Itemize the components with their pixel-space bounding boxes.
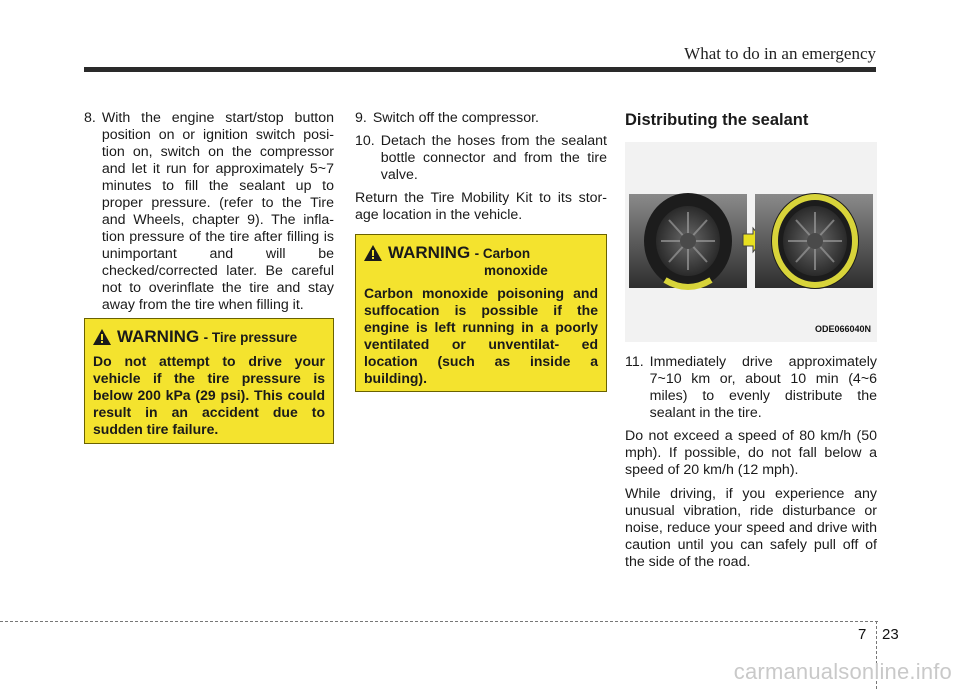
warning-co-title: WARNING bbox=[388, 243, 471, 262]
header-title: What to do in an emergency bbox=[684, 44, 876, 63]
step-9-text: Switch off the compressor. bbox=[372, 110, 539, 126]
warning-triangle-icon bbox=[364, 245, 382, 261]
step-10 bbox=[355, 133, 607, 184]
column-middle bbox=[355, 110, 607, 231]
step-11-number: 11. bbox=[625, 354, 644, 370]
warning-tire-title: WARNING bbox=[117, 327, 200, 346]
warning-tire-body: Do not attempt to drive your vehicle if the tire pressure is below 200 kPa (29 psi). This could result in an accident due to sudden tire failure. bbox=[93, 353, 325, 437]
header-rule bbox=[84, 67, 876, 72]
step-11-text: Immediately drive approximately 7~10 km or, about 10 min (4~6 miles) to evenly distribute the sealant in the tire. bbox=[649, 354, 877, 421]
column-right bbox=[625, 110, 877, 578]
warning-tire-title-row bbox=[93, 327, 325, 347]
speed-limit-text: Do not exceed a speed of 80 km/h (50 mph). If possible, do not fall below a speed of 20 km/h (12 mph). bbox=[625, 428, 877, 478]
step-8 bbox=[84, 110, 334, 314]
step-10-text: Detach the hoses from the sealant bottle connector and from the tire valve. bbox=[380, 133, 607, 183]
step-9-number: 9. bbox=[355, 110, 367, 126]
warning-triangle-icon bbox=[93, 329, 111, 345]
footer-rule bbox=[0, 621, 878, 622]
warning-co-subtitle-1: - Carbon bbox=[474, 246, 531, 261]
tire-illustration bbox=[625, 142, 877, 342]
step-10-number: 10. bbox=[355, 133, 375, 149]
warning-tire-subtitle: - Tire pressure bbox=[203, 330, 298, 345]
watermark: carmanualsonline.info bbox=[733, 659, 952, 684]
step-8-text: With the engine start/stop button position on or ignition switch posi- tion on, switch on the compressor and let it run for approximately 5~7 minutes to fill the sealant up to proper pressure. (refer to the Tire and Wheels, chapter 9). The infla- tion pressure of the tire after filling is unimportant and will be checked/corrected later. Be careful not to overinflate the tire and stay away from the tire when filling it. bbox=[101, 110, 334, 313]
warning-carbon-monoxide bbox=[355, 234, 607, 392]
warning-tire-pressure bbox=[84, 318, 334, 444]
step-9 bbox=[355, 110, 607, 127]
warning-co-subtitle-2: monoxide bbox=[484, 263, 548, 278]
return-kit-text: Return the Tire Mobility Kit to its stor- age location in the vehicle. bbox=[355, 190, 607, 223]
warning-co-body: Carbon monoxide poisoning and suffocation is possible if the engine is left running in a poorly ventilated or unventilat- ed location (such as inside a building). bbox=[364, 285, 598, 386]
figure-code: ODE066040N bbox=[814, 324, 871, 334]
warning-co-title-row bbox=[364, 243, 598, 279]
step-11 bbox=[625, 354, 877, 422]
section-title: Distributing the sealant bbox=[625, 111, 809, 129]
step-8-number: 8. bbox=[84, 110, 96, 126]
page-number: 23 bbox=[882, 626, 899, 643]
vibration-text: While driving, if you experience any unusual vibration, ride disturbance or noise, reduce your speed and drive with caution until you can safely pull off of the side of the road. bbox=[625, 486, 877, 570]
sealant-distribution-figure bbox=[625, 142, 877, 342]
chapter-number: 7 bbox=[858, 626, 867, 643]
column-left bbox=[84, 110, 334, 320]
